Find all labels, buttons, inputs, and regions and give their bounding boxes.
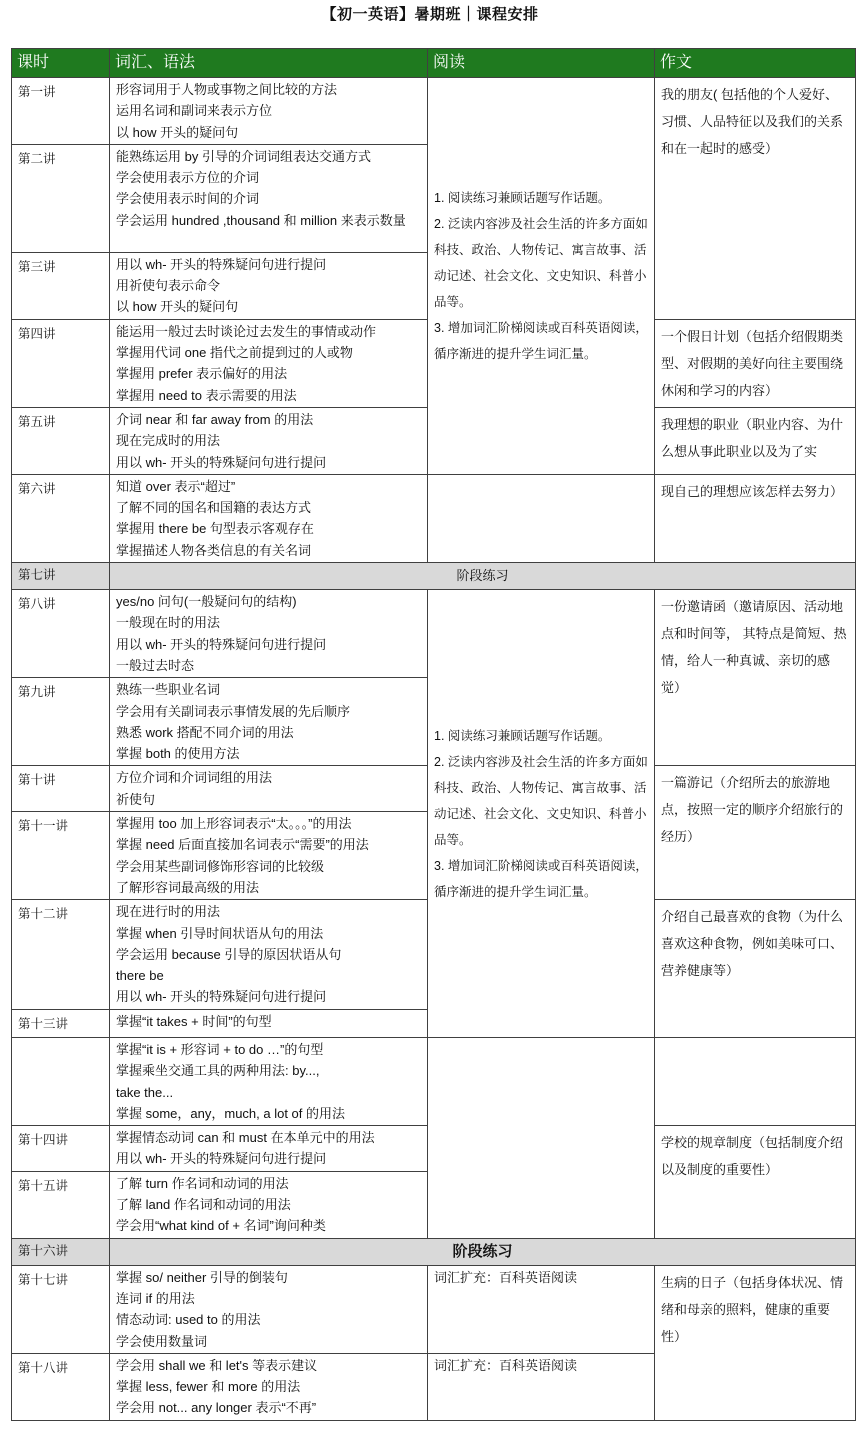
vocab-line: 知道 over 表示“超过” bbox=[116, 478, 236, 494]
vocab-line: yes/no 问句(一般疑问句的结构) bbox=[116, 594, 297, 610]
header-reading: 阅读 bbox=[428, 49, 655, 78]
header-lesson: 课时 bbox=[12, 49, 110, 78]
vocab-line: 以 how 开头的疑问句 bbox=[116, 124, 239, 140]
vocab-line: 掌握用代词 one 指代之前提到过的人或物 bbox=[116, 345, 353, 361]
vocab-line: 掌握用 need to 表示需要的用法 bbox=[116, 387, 297, 403]
lesson-cell: 第八讲 bbox=[12, 590, 110, 678]
lesson-cell: 第十六讲 bbox=[12, 1238, 110, 1265]
vocab-line: 学会用 shall we 和 let's 等表示建议 bbox=[116, 1357, 318, 1373]
vocab-line: 熟练一些职业名词 bbox=[116, 682, 221, 698]
vocab-line: 掌握描述人物各类信息的有关名词 bbox=[116, 542, 312, 558]
vocab-line: 学会用某些副词修饰形容词的比较级 bbox=[116, 858, 325, 874]
vocab-line: 掌握用 prefer 表示偏好的用法 bbox=[116, 366, 288, 382]
composition-cell: 学校的规章制度（包括制度介绍以及制度的重要性） bbox=[655, 1126, 856, 1238]
vocab-line: 了解 turn 作名词和动词的用法 bbox=[116, 1175, 289, 1191]
vocab-line: 学会用有关副词表示事情发展的先后顺序 bbox=[116, 703, 351, 719]
vocab-line: 用祈使句表示命令 bbox=[116, 278, 221, 294]
lesson-cell: 第七讲 bbox=[12, 563, 110, 590]
vocab-cell bbox=[110, 78, 428, 145]
vocab-line: 学会运用 hundred ,thousand 和 million 来表示数量 bbox=[116, 212, 406, 228]
table-header-row bbox=[12, 49, 856, 78]
lesson-cell-empty bbox=[12, 1037, 110, 1125]
vocab-line: 以 how 开头的疑问句 bbox=[116, 299, 239, 315]
vocab-line: there be bbox=[116, 968, 164, 984]
table-row bbox=[12, 78, 856, 145]
reading-line: 3. 增加词汇阶梯阅读或百科英语阅读，循序渐进的提升学生词汇量。 bbox=[434, 858, 648, 899]
vocab-line: 祈使句 bbox=[116, 791, 156, 807]
lesson-cell: 第六讲 bbox=[12, 474, 110, 562]
composition-cell: 一个假日计划（包括介绍假期类型、对假期的美好向往主要围绕休闲和学习的内容） bbox=[655, 319, 856, 407]
stage-practice-label: 阶段练习 bbox=[110, 1238, 856, 1265]
vocab-cell bbox=[110, 1037, 428, 1125]
vocab-line: 连词 if 的用法 bbox=[116, 1290, 195, 1306]
vocab-line: 掌握“it takes + 时间”的句型 bbox=[116, 1013, 272, 1029]
vocab-cell bbox=[110, 1353, 428, 1420]
lesson-cell: 第十七讲 bbox=[12, 1265, 110, 1353]
vocab-line: 掌握“it is + 形容词 + to do …”的句型 bbox=[116, 1041, 324, 1057]
vocab-line: 运用名词和副词来表示方位 bbox=[116, 103, 273, 119]
vocab-line: 熟悉 work 搭配不同介词的用法 bbox=[116, 724, 294, 740]
vocab-line: 现在完成时的用法 bbox=[116, 433, 221, 449]
vocab-line: 学会用“what kind of + 名词”询问种类 bbox=[116, 1218, 326, 1234]
vocab-line: 掌握 so/ neither 引导的倒装句 bbox=[116, 1269, 288, 1285]
vocab-cell bbox=[110, 678, 428, 766]
lesson-cell: 第一讲 bbox=[12, 78, 110, 145]
vocab-cell bbox=[110, 144, 428, 252]
vocab-line: 一般过去时态 bbox=[116, 657, 195, 673]
vocab-line: 学会使用表示时间的介词 bbox=[116, 191, 260, 207]
vocab-line: 学会运用 because 引导的原因状语从句 bbox=[116, 946, 342, 962]
composition-cell: 我理想的职业（职业内容、为什么想从事此职业以及为了实 bbox=[655, 407, 856, 474]
composition-cell: 介绍自己最喜欢的食物（为什么喜欢这种食物，例如美味可口、营养健康等） bbox=[655, 900, 856, 1038]
vocab-line: 学会使用数量词 bbox=[116, 1333, 208, 1349]
composition-cell: 我的朋友( 包括他的个人爱好、习惯、人品特征以及我们的关系和在一起时的感受） bbox=[655, 78, 856, 320]
vocab-cell bbox=[110, 1126, 428, 1172]
vocab-line: 学会用 not... any longer 表示“不再” bbox=[116, 1400, 317, 1416]
vocab-line: 了解形容词最高级的用法 bbox=[116, 879, 260, 895]
lesson-cell: 第十四讲 bbox=[12, 1126, 110, 1172]
reading-line: 2. 泛读内容涉及社会生活的许多方面如科技、政治、人物传记、寓言故事、活动记述、社会文化、文史知识、科普小品等。 bbox=[434, 216, 648, 309]
vocab-line: 能熟练运用 by 引导的介词词组表达交通方式 bbox=[116, 148, 371, 164]
vocab-cell bbox=[110, 900, 428, 1009]
reading-line: 3. 增加词汇阶梯阅读或百科英语阅读，循序渐进的提升学生词汇量。 bbox=[434, 320, 648, 361]
vocab-cell bbox=[110, 1171, 428, 1238]
vocab-line: 掌握用 too 加上形容词表示“太。。。”的用法 bbox=[116, 816, 352, 832]
vocab-cell bbox=[110, 407, 428, 474]
lesson-cell: 第九讲 bbox=[12, 678, 110, 766]
vocab-line: 掌握 both 的使用方法 bbox=[116, 746, 240, 762]
lesson-cell: 第五讲 bbox=[12, 407, 110, 474]
composition-cell: 生病的日子（包括身体状况、情绪和母亲的照料，健康的重要性） bbox=[655, 1265, 856, 1420]
lesson-cell: 第四讲 bbox=[12, 319, 110, 407]
vocab-line: 用以 wh- 开头的特殊疑问句进行提问 bbox=[116, 989, 327, 1005]
table-row bbox=[12, 1265, 856, 1353]
composition-cell: 现自己的理想应该怎样去努力） bbox=[655, 474, 856, 562]
reading-cell bbox=[428, 590, 655, 1038]
composition-cell-empty bbox=[655, 1037, 856, 1125]
vocab-cell bbox=[110, 319, 428, 407]
vocab-line: 了解 land 作名词和动词的用法 bbox=[116, 1197, 291, 1213]
table-row bbox=[12, 474, 856, 562]
vocab-line: take the... bbox=[116, 1084, 174, 1100]
vocab-line: 形容词用于人物或事物之间比较的方法 bbox=[116, 82, 338, 97]
table-row bbox=[12, 590, 856, 678]
composition-cell: 一篇游记（介绍所去的旅游地点，按照一定的顺序介绍旅行的经历） bbox=[655, 766, 856, 900]
vocab-line: 掌握 less, fewer 和 more 的用法 bbox=[116, 1379, 301, 1395]
vocab-cell bbox=[110, 812, 428, 900]
vocab-cell bbox=[110, 252, 428, 319]
table-row bbox=[12, 1037, 856, 1125]
vocab-line: 掌握 when 引导时间状语从句的用法 bbox=[116, 925, 324, 941]
lesson-cell: 第十一讲 bbox=[12, 812, 110, 900]
lesson-cell: 第十讲 bbox=[12, 766, 110, 812]
reading-cell: 词汇扩充：百科英语阅读 bbox=[428, 1353, 655, 1420]
vocab-line: 用以 wh- 开头的特殊疑问句进行提问 bbox=[116, 636, 327, 652]
vocab-cell bbox=[110, 474, 428, 562]
vocab-cell bbox=[110, 766, 428, 812]
vocab-line: 一般现在时的用法 bbox=[116, 615, 221, 631]
reading-line: 1. 阅读练习兼顾话题写作话题。 bbox=[434, 728, 611, 743]
lesson-cell: 第十二讲 bbox=[12, 900, 110, 1009]
vocab-line: 能运用一般过去时谈论过去发生的事情或动作 bbox=[116, 323, 377, 339]
reading-cell bbox=[428, 78, 655, 475]
composition-cell: 一份邀请函（邀请原因、活动地点和时间等， 其特点是简短、热情，给人一种真诚、亲切的感觉） bbox=[655, 590, 856, 766]
vocab-line: 掌握用 there be 句型表示客观存在 bbox=[116, 521, 314, 537]
vocab-line: 掌握 some，any，much, a lot of 的用法 bbox=[116, 1105, 346, 1121]
vocab-cell bbox=[110, 1265, 428, 1353]
lesson-cell: 第十五讲 bbox=[12, 1171, 110, 1238]
vocab-cell bbox=[110, 590, 428, 678]
header-composition: 作文 bbox=[655, 49, 856, 78]
vocab-line: 用以 wh- 开头的特殊疑问句进行提问 bbox=[116, 454, 327, 470]
vocab-line: 学会使用表示方位的介词 bbox=[116, 170, 260, 186]
vocab-line: 掌握 need 后面直接加名词表示“需要”的用法 bbox=[116, 837, 369, 853]
stage-row bbox=[12, 1238, 856, 1265]
reading-line: 2. 泛读内容涉及社会生活的许多方面如科技、政治、人物传记、寓言故事、活动记述、社会文化、文史知识、科普小品等。 bbox=[434, 754, 648, 847]
vocab-line: 掌握情态动词 can 和 must 在本单元中的用法 bbox=[116, 1130, 375, 1146]
lesson-cell: 第二讲 bbox=[12, 144, 110, 252]
reading-cell-empty bbox=[428, 1037, 655, 1238]
vocab-line: 用以 wh- 开头的特殊疑问句进行提问 bbox=[116, 1151, 327, 1167]
course-schedule-table bbox=[11, 48, 856, 1421]
vocab-line: 介词 near 和 far away from 的用法 bbox=[116, 411, 314, 427]
reading-line: 1. 阅读练习兼顾话题写作话题。 bbox=[434, 190, 611, 205]
header-vocab-grammar: 词汇、语法 bbox=[110, 49, 428, 78]
page-title: 【初一英语】暑期班｜课程安排 bbox=[321, 6, 539, 23]
lesson-cell: 第十三讲 bbox=[12, 1009, 110, 1037]
vocab-line: 了解不同的国名和国籍的表达方式 bbox=[116, 500, 312, 516]
vocab-cell bbox=[110, 1009, 428, 1037]
vocab-line: 掌握乘坐交通工具的两种用法: by..., bbox=[116, 1063, 320, 1079]
lesson-cell: 第三讲 bbox=[12, 252, 110, 319]
reading-cell-empty bbox=[428, 474, 655, 562]
lesson-cell: 第十八讲 bbox=[12, 1353, 110, 1420]
reading-cell: 词汇扩充：百科英语阅读 bbox=[428, 1265, 655, 1353]
stage-practice-label: 阶段练习 bbox=[110, 563, 856, 590]
vocab-line: 用以 wh- 开头的特殊疑问句进行提问 bbox=[116, 256, 327, 272]
vocab-line: 现在进行时的用法 bbox=[116, 904, 221, 920]
vocab-line: 方位介词和介词词组的用法 bbox=[116, 770, 273, 786]
vocab-line: 情态动词: used to 的用法 bbox=[116, 1312, 261, 1328]
stage-row bbox=[12, 563, 856, 590]
